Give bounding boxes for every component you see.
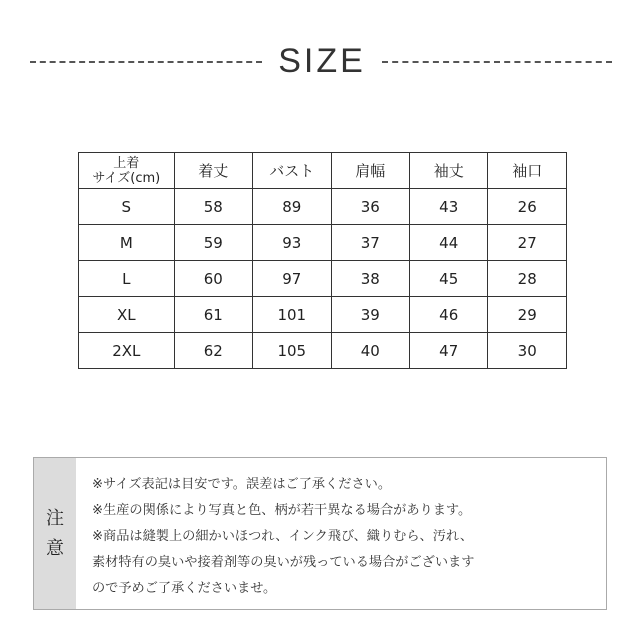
page-title: SIZE xyxy=(278,42,366,80)
column-header: 袖丈 xyxy=(409,153,487,189)
table-cell: 105 xyxy=(253,333,331,369)
table-cell: 39 xyxy=(331,297,409,333)
table-corner-header xyxy=(79,153,175,189)
column-header: 肩幅 xyxy=(331,153,409,189)
table-cell: 59 xyxy=(174,225,252,261)
notes-label xyxy=(34,458,76,609)
table-cell: 61 xyxy=(174,297,252,333)
column-header: 着丈 xyxy=(174,153,252,189)
table-cell: 58 xyxy=(174,189,252,225)
table-cell: 47 xyxy=(409,333,487,369)
note-line: 素材特有の臭いや接着剤等の臭いが残っている場合がございます xyxy=(92,555,475,570)
size-label: XL xyxy=(79,297,175,333)
dashed-divider-left xyxy=(30,61,262,63)
table-cell: 27 xyxy=(488,225,567,261)
size-table xyxy=(78,152,567,369)
table-header-row xyxy=(79,153,567,189)
notes-body xyxy=(92,472,600,602)
table-row xyxy=(79,333,567,369)
table-cell: 60 xyxy=(174,261,252,297)
table-row xyxy=(79,225,567,261)
note-line: ので予めご了承くださいませ。 xyxy=(92,581,277,596)
table-cell: 93 xyxy=(253,225,331,261)
notes-box xyxy=(33,457,607,610)
table-cell: 89 xyxy=(253,189,331,225)
table-row xyxy=(79,261,567,297)
table-cell: 26 xyxy=(488,189,567,225)
table-cell: 28 xyxy=(488,261,567,297)
table-cell: 97 xyxy=(253,261,331,297)
size-label: L xyxy=(79,261,175,297)
table-row xyxy=(79,297,567,333)
note-line: ※サイズ表記は目安です。誤差はご了承ください。 xyxy=(92,477,392,492)
title-row xyxy=(30,38,612,84)
table-cell: 44 xyxy=(409,225,487,261)
corner-label-line1: 上着 xyxy=(113,155,140,171)
table-cell: 62 xyxy=(174,333,252,369)
notes-label-line1: 注 xyxy=(46,507,64,529)
dashed-divider-right xyxy=(382,61,612,63)
table-cell: 101 xyxy=(253,297,331,333)
size-label: M xyxy=(79,225,175,261)
table-cell: 36 xyxy=(331,189,409,225)
note-line: ※生産の関係により写真と色、柄が若干異なる場合があります。 xyxy=(92,503,472,518)
table-cell: 37 xyxy=(331,225,409,261)
column-header: 袖口 xyxy=(488,153,567,189)
table-cell: 45 xyxy=(409,261,487,297)
table-cell: 30 xyxy=(488,333,567,369)
column-header: バスト xyxy=(253,153,331,189)
table-cell: 40 xyxy=(331,333,409,369)
table-cell: 38 xyxy=(331,261,409,297)
table-cell: 46 xyxy=(409,297,487,333)
table-cell: 43 xyxy=(409,189,487,225)
corner-label-line2: サイズ(cm) xyxy=(92,170,161,186)
size-label: S xyxy=(79,189,175,225)
note-line: ※商品は縫製上の細かいほつれ、インク飛び、織りむら、汚れ、 xyxy=(92,529,474,544)
notes-label-line2: 意 xyxy=(46,537,64,559)
size-label: 2XL xyxy=(79,333,175,369)
table-cell: 29 xyxy=(488,297,567,333)
table-row xyxy=(79,189,567,225)
